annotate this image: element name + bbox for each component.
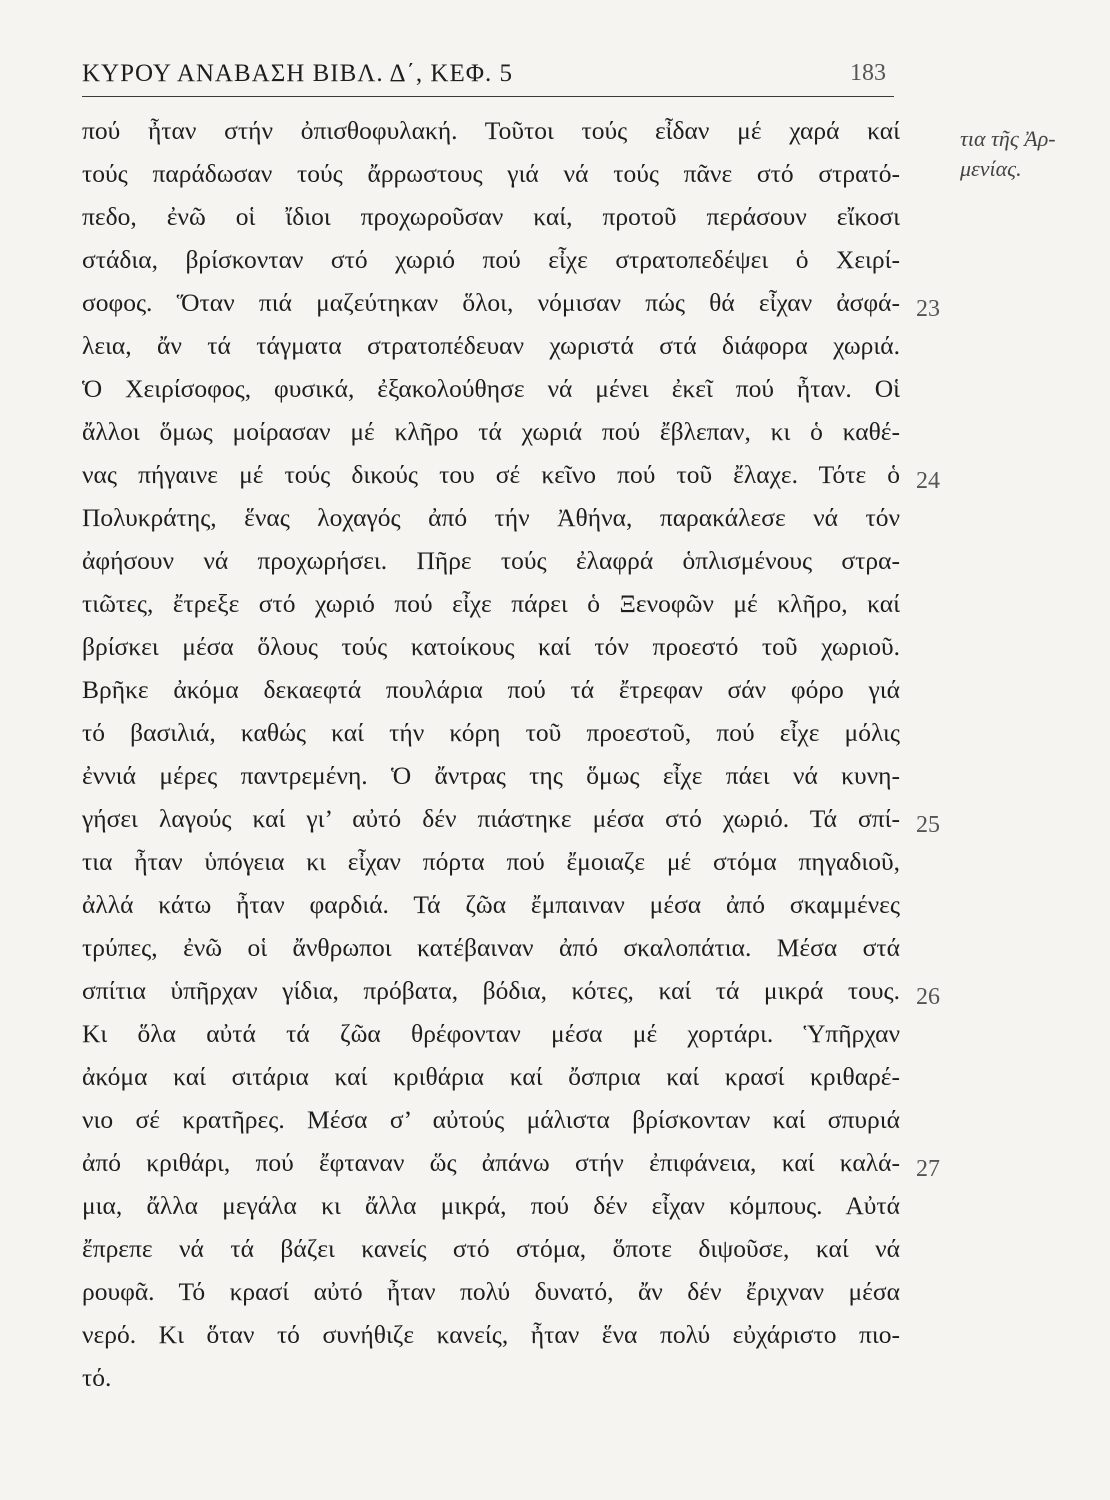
- text-line: Κι ὅλα αὐτά τά ζῶα θρέφονταν μέσα μέ χορτάρι. Ὑπῆρχαν: [82, 1019, 900, 1048]
- page-number: 183: [850, 60, 886, 86]
- text-line: πεδο, ἐνῶ οἱ ἴδιοι προχωροῦσαν καί, προτοῦ περάσουν εἴκοσι: [82, 202, 900, 231]
- running-title: ΚΥΡΟΥ ΑΝΑΒΑΣΗ ΒΙΒΛ. Δ΄, ΚΕΦ. 5: [82, 60, 513, 87]
- text-line: μια, ἄλλα μεγάλα κι ἄλλα μικρά, πού δέν εἶχαν κόμπους. Αὐτά: [82, 1191, 900, 1220]
- text-line: σπίτια ὑπῆρχαν γίδια, πρόβατα, βόδια, κότες, καί τά μικρά τους.: [82, 976, 900, 1005]
- running-header: [82, 56, 894, 97]
- text-line: Βρῆκε ἀκόμα δεκαεφτά πουλάρια πού τά ἔτρεφαν σάν φόρο γιά: [82, 675, 900, 704]
- text-line: ἀπό κριθάρι, πού ἔφταναν ὥς ἀπάνω στήν ἐπιφάνεια, καί καλά-: [82, 1148, 900, 1177]
- text-line: ἄλλοι ὅμως μοίρασαν μέ κλῆρο τά χωριά πού ἔβλεπαν, κι ὁ καθέ-: [82, 417, 900, 446]
- text-line: νας πήγαινε μέ τούς δικούς του σέ κεῖνο πού τοῦ ἔλαχε. Τότε ὁ: [82, 460, 900, 489]
- text-line: Πολυκράτης, ἕνας λοχαγός ἀπό τήν Ἀθήνα, παρακάλεσε νά τόν: [82, 503, 900, 532]
- text-line: ἐννιά μέρες παντρεμένη. Ὁ ἄντρας της ὅμως εἶχε πάει νά κυνη-: [82, 761, 900, 790]
- text-line: νιο σέ κρατῆρες. Μέσα σ’ αὐτούς μάλιστα βρίσκονταν καί σπυριά: [82, 1105, 900, 1134]
- section-number: 25: [916, 812, 940, 838]
- text-line: τιῶτες, ἔτρεξε στό χωριό πού εἶχε πάρει ὁ Ξενοφῶν μέ κλῆρο, καί: [82, 589, 900, 618]
- marginal-note-line: τια τῆς Ἀρ-: [960, 126, 1056, 151]
- text-line: νερό. Κι ὅταν τό συνήθιζε κανείς, ἦταν ἕνα πολύ εὐχάριστο πιο-: [82, 1320, 900, 1349]
- section-number: 27: [916, 1156, 940, 1182]
- text-line: τούς παράδωσαν τούς ἄρρωστους γιά νά τούς πᾶνε στό στρατό-: [82, 159, 900, 188]
- text-line: λεια, ἄν τά τάγματα στρατοπέδευαν χωριστά στά διάφορα χωριά.: [82, 331, 900, 360]
- text-line: ρουφᾶ. Τό κρασί αὐτό ἦταν πολύ δυνατό, ἄν δέν ἔριχναν μέσα: [82, 1277, 900, 1306]
- text-line: βρίσκει μέσα ὅλους τούς κατοίκους καί τόν προεστό τοῦ χωριοῦ.: [82, 632, 900, 661]
- text-line: σοφος. Ὅταν πιά μαζεύτηκαν ὅλοι, νόμισαν πώς θά εἶχαν ἀσφά-: [82, 288, 900, 317]
- section-number: 26: [916, 984, 940, 1010]
- text-line: τό βασιλιά, καθώς καί τήν κόρη τοῦ προεστοῦ, πού εἶχε μόλις: [82, 718, 900, 747]
- text-line: ἀκόμα καί σιτάρια καί κριθάρια καί ὄσπρια καί κρασί κριθαρέ-: [82, 1062, 900, 1091]
- section-number: 24: [916, 468, 940, 494]
- section-number: 23: [916, 296, 940, 322]
- text-line: ἀλλά κάτω ἦταν φαρδιά. Τά ζῶα ἔμπαιναν μέσα ἀπό σκαμμένες: [82, 890, 900, 919]
- marginal-note-line: μενίας.: [960, 156, 1022, 181]
- text-line: τό.: [82, 1363, 112, 1392]
- text-line: τια ἦταν ὑπόγεια κι εἶχαν πόρτα πού ἔμοιαζε μέ στόμα πηγαδιοῦ,: [82, 847, 900, 876]
- text-line: ἔπρεπε νά τά βάζει κανείς στό στόμα, ὅποτε διψοῦσε, καί νά: [82, 1234, 900, 1263]
- text-line: Ὁ Χειρίσοφος, φυσικά, ἐξακολούθησε νά μένει ἐκεῖ πού ἦταν. Οἱ: [82, 374, 900, 403]
- text-line: τρύπες, ἐνῶ οἱ ἄνθρωποι κατέβαιναν ἀπό σκαλοπάτια. Μέσα στά: [82, 933, 900, 962]
- text-line: πού ἦταν στήν ὀπισθοφυλακή. Τοῦτοι τούς εἶδαν μέ χαρά καί: [82, 116, 900, 145]
- text-line: ἀφήσουν νά προχωρήσει. Πῆρε τούς ἐλαφρά ὁπλισμένους στρα-: [82, 546, 900, 575]
- text-line: γήσει λαγούς καί γι’ αὐτό δέν πιάστηκε μέσα στό χωριό. Τά σπί-: [82, 804, 900, 833]
- text-line: στάδια, βρίσκονταν στό χωριό πού εἶχε στρατοπεδέψει ὁ Χειρί-: [82, 245, 900, 274]
